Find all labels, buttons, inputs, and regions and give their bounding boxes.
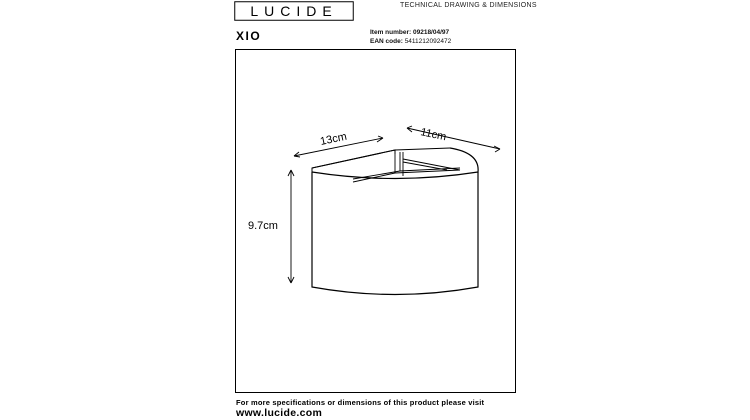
website-link[interactable]: www.lucide.com [236, 407, 323, 419]
footer-note: For more specifications or dimensions of this product please visit [236, 398, 485, 407]
product-meta [370, 28, 451, 46]
item-number-value: 09218/04/97 [412, 29, 450, 36]
ean-label: EAN code: [370, 38, 403, 45]
item-number-row [370, 28, 451, 37]
width-dimension-label: 11cm [419, 126, 448, 144]
lamp-front-outline [312, 172, 478, 295]
ean-value: 5411212092472 [404, 38, 452, 45]
mount-plate [312, 150, 395, 172]
logo-text: LUCIDE [250, 3, 338, 19]
depth-dimension-label: 13cm [319, 130, 348, 148]
lucide-logo [234, 1, 354, 21]
height-dimension-label: 9.7cm [248, 220, 278, 232]
product-name: XIO [236, 29, 262, 43]
document-type-label: TECHNICAL DRAWING & DIMENSIONS [400, 2, 537, 9]
technical-drawing [235, 49, 516, 393]
item-number-label: Item number: [370, 29, 412, 36]
ean-row [370, 37, 451, 46]
